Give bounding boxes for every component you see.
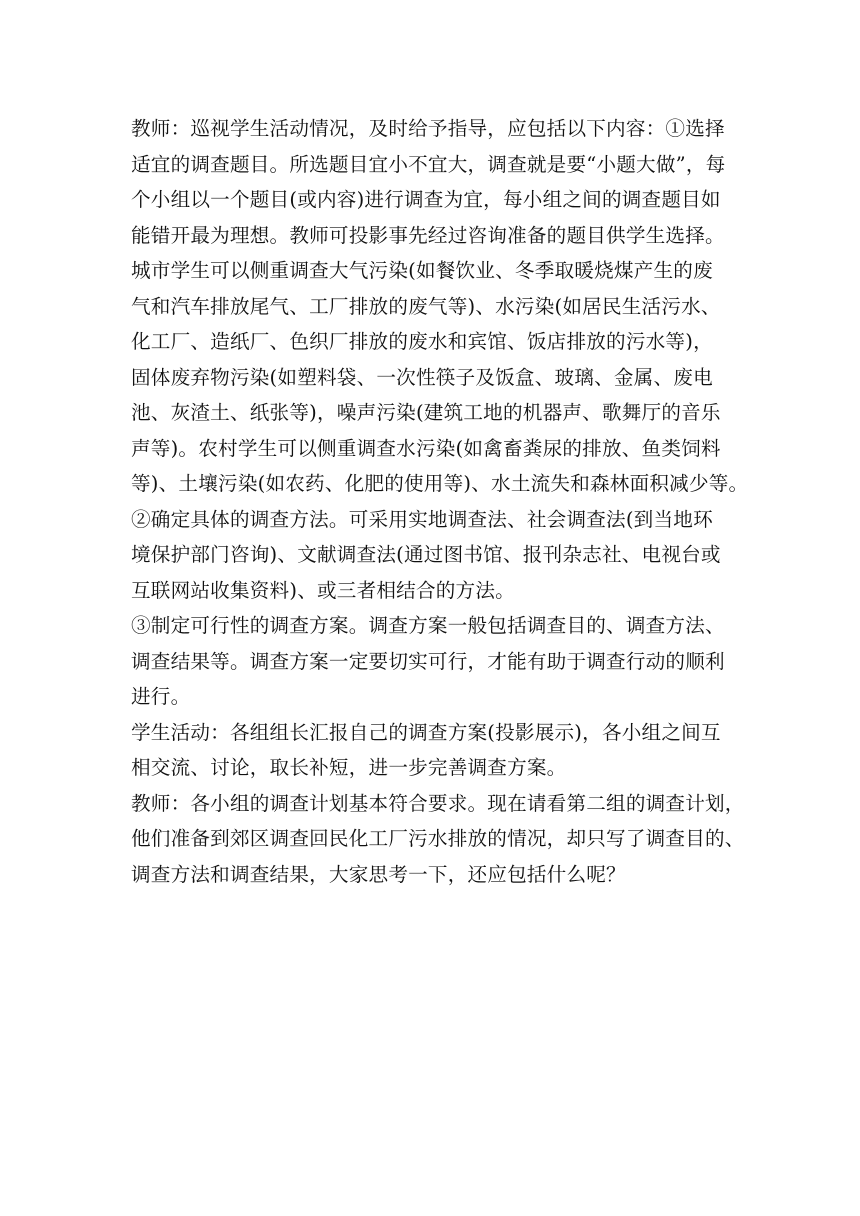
text-line: 进行。 [131, 685, 191, 708]
text-line: 相交流、讨论，取长补短，进一步完善调查方案。 [131, 756, 567, 779]
text-line: 教师：各小组的调查计划基本符合要求。现在请看第二组的调查计划， [131, 791, 745, 815]
text-line: 化工厂、造纸厂、色织厂排放的废水和宾馆、饭店排放的污水等)， [131, 330, 713, 353]
text-line: ②确定具体的调查方法。可采用实地调查法、社会调查法(到当地环 [131, 507, 713, 531]
document-body [131, 111, 749, 892]
text-line: 调查结果等。调查方案一定要切实可行，才能有助于调查行动的顺利 [131, 649, 725, 673]
text-line: 等)、土壤污染(如农药、化肥的使用等)、水土流失和森林面积减少等。 [131, 472, 749, 495]
text-line: 能错开最为理想。教师可投影事先经过咨询准备的题目供学生选择。 [131, 223, 725, 247]
text-line: 调查方法和调查结果，大家思考一下，还应包括什么呢？ [131, 862, 626, 886]
text-line: 境保护部门咨询)、文献调查法(通过图书馆、报刊杂志社、电视台或 [131, 543, 721, 566]
text-line: 池、灰渣土、纸张等)，噪声污染(建筑工地的机器声、歌舞厅的音乐 [131, 401, 721, 424]
text-line: 教师：巡视学生活动情况，及时给予指导，应包括以下内容：①选择 [131, 117, 725, 140]
text-line: 固体废弃物污染(如塑料袋、一次性筷子及饭盒、玻璃、金属、废电 [131, 365, 713, 389]
text-line: 他们准备到郊区调查回民化工厂污水排放的情况，却只写了调查目的、 [131, 827, 745, 850]
text-line: 互联网站收集资料)、或三者相结合的方法。 [131, 578, 515, 602]
text-line: 适宜的调查题目。所选题目宜小不宜大，调查就是要“小题大做”，每 [131, 152, 726, 176]
text-line: 学生活动：各组组长汇报自己的调查方案(投影展示)，各小组之间互 [131, 720, 721, 744]
text-line: 气和汽车排放尾气、工厂排放的废气等)、水污染(如居民生活污水、 [131, 294, 721, 318]
text-line: 个小组以一个题目(或内容)进行调查为宜，每小组之间的调查题目如 [131, 188, 721, 211]
text-line: 声等)。农村学生可以侧重调查水污染(如禽畜粪尿的排放、鱼类饲料 [131, 436, 721, 460]
text-line: ③制定可行性的调查方案。调查方案一般包括调查目的、调查方法、 [131, 614, 725, 637]
text-line: 城市学生可以侧重调查大气污染(如餐饮业、冬季取暖烧煤产生的废 [131, 259, 713, 282]
